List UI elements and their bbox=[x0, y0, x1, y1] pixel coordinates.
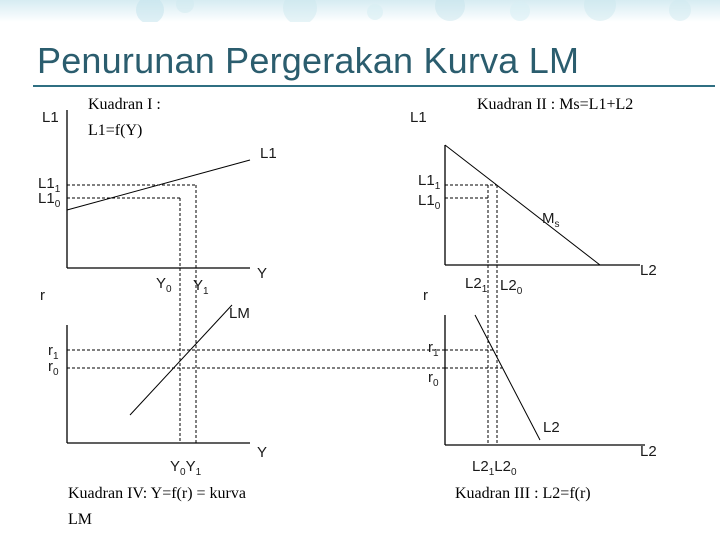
q4-caption-line-2: LM bbox=[68, 511, 92, 528]
q2-level-0-label: $L1_0$ bbox=[418, 192, 441, 212]
q1-y0-label: $Y_0$ bbox=[156, 275, 172, 295]
q3-r0-label: $r_0$ bbox=[428, 369, 439, 389]
q2-y-axis-label: L1 bbox=[410, 109, 427, 126]
q2-l2-0-label: $L2_0$ bbox=[500, 277, 523, 297]
q2-heading: Kuadran II : Ms=L1+L2 bbox=[477, 96, 634, 113]
q3-y-axis-label: r bbox=[423, 287, 428, 304]
q3-x-pair-label: $L2_1L2_0$ bbox=[472, 458, 517, 478]
q2-x-axis-label: L2 bbox=[640, 262, 657, 279]
q3-caption: Kuadran III : L2=f(r) bbox=[455, 485, 591, 502]
q4-x-axis-label: Y bbox=[257, 444, 268, 461]
quadrant-4 bbox=[40, 287, 445, 528]
q3-r1-label: $r_1$ bbox=[428, 339, 439, 359]
quadrant-3 bbox=[423, 287, 657, 502]
q1-x-axis-label: Y bbox=[257, 265, 268, 282]
q4-x-pair-label: $Y_0Y_1$ bbox=[170, 458, 202, 478]
quadrant-2 bbox=[410, 96, 657, 297]
q4-r0-label: $r_0$ bbox=[48, 358, 59, 378]
q2-ms-line bbox=[445, 145, 600, 265]
q4-y-axis-label: r bbox=[40, 287, 45, 304]
q1-y-axis-label: L1 bbox=[42, 109, 59, 126]
q2-l2-1-label: $L2_1$ bbox=[465, 275, 488, 295]
quadrant-1 bbox=[38, 96, 277, 297]
q1-curve-label: L1 bbox=[260, 145, 277, 162]
q1-y1-label: $Y_1$ bbox=[193, 277, 209, 297]
q1-heading-line-1: Kuadran I : bbox=[88, 96, 161, 113]
projection-guides bbox=[180, 185, 497, 445]
q3-l2-curve bbox=[475, 315, 540, 440]
q3-curve-label: L2 bbox=[543, 419, 560, 436]
q1-heading-line-2: L1=f(Y) bbox=[88, 122, 143, 139]
q4-lm-curve bbox=[130, 305, 232, 415]
q2-level-1-label: $L1_1$ bbox=[418, 172, 441, 192]
q1-level-0-label: $L1_0$ bbox=[38, 190, 61, 210]
q4-caption-line-1: Kuadran IV: Y=f(r) = kurva bbox=[68, 485, 246, 502]
page-title: Penurunan Pergerakan Kurva LM bbox=[37, 40, 580, 81]
q3-x-axis-label: L2 bbox=[640, 443, 657, 460]
q4-curve-label: LM bbox=[229, 305, 250, 322]
q1-level-1-label: $L1_1$ bbox=[38, 175, 61, 195]
q4-r1-label: $r_1$ bbox=[48, 342, 59, 362]
q2-ms-label: $M_s$ bbox=[542, 210, 560, 230]
